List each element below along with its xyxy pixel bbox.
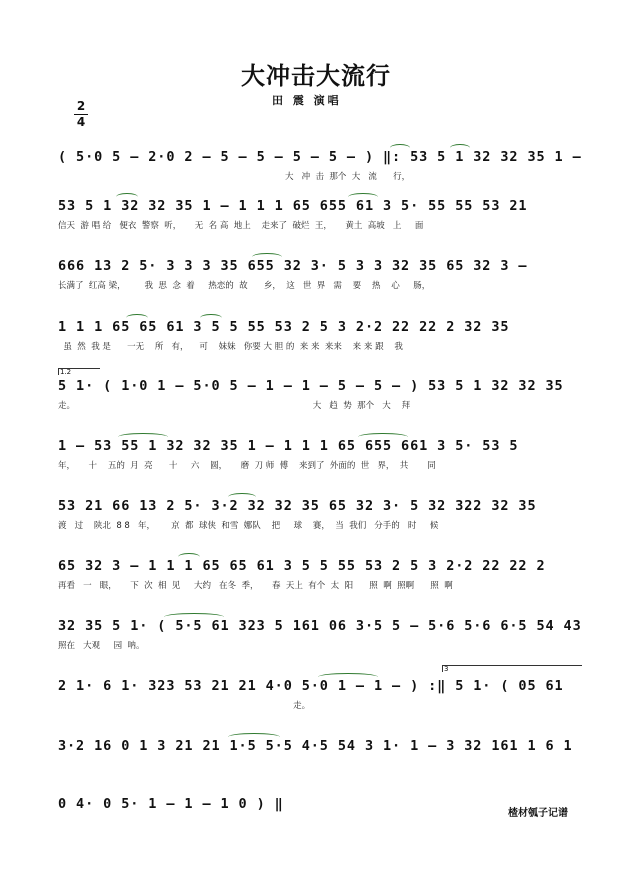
slur-mark (116, 193, 138, 201)
score-line-12 (58, 795, 580, 827)
score-lyrics: 虽 然 我 是 一无 所 有， 可 妹妹 你要 大 胆 的 来 来 来来 来 来 跟 我 (58, 342, 403, 352)
volta-bracket: 1.2 (58, 368, 100, 375)
volta-bracket: 3 (442, 665, 582, 672)
slur-mark (164, 613, 224, 621)
score-notes: 53 21 66 13 2 5· 3·2 32 32 35 65 32 3· 5 32 322 32 35 (58, 498, 537, 514)
slur-mark (318, 673, 378, 681)
time-signature-top: 2 (76, 99, 86, 113)
score-notes: 3·2 16 0 1 3 21 21 1·5 5·5 4·5 54 3 1· 1 – 3 32 161 1 6 1 (58, 738, 573, 754)
score-lyrics: 走。 (58, 701, 311, 711)
score-lyrics: 年， 十 五的 月 亮 十 六 圆， 磨 刀 师 傅 来到了 外面的 世 界， 共 同 (58, 461, 436, 471)
score-lyrics: 长满了 红高 梁， 我 思 念 着 热恋的 故 乡， 这 世 界 需 要 热 心 肠， (58, 281, 431, 291)
score-line-10 (58, 677, 580, 709)
score-line-11 (58, 737, 580, 769)
time-signature-bottom: 4 (76, 115, 86, 129)
score-line-3 (58, 257, 580, 289)
score-line-5 (58, 377, 580, 409)
score-line-6 (58, 437, 580, 469)
slur-mark (252, 253, 282, 261)
score-lyrics: 信天 游 唱 给 便衣 警察 听， 无 名 高 地上 走来了 破烂 王， 黄土 高坡 上 面 (58, 221, 424, 231)
score-line-2 (58, 197, 580, 229)
transcriber-credit: 楂材瓠子记谱 (508, 808, 568, 819)
slur-mark (450, 144, 470, 152)
score-lyrics: 再看 一 眼， 下 次 相 见 大约 在冬 季， 春 天上 有个 太 阳 照 啊 照啊 照 啊 (58, 581, 453, 591)
slur-mark (228, 493, 256, 501)
score-lyrics: 走。 大 趋 势 那个 大 拜 (58, 401, 411, 411)
singer-credit: 田 震 演唱 (272, 94, 342, 107)
song-title: 大冲击大流行 (241, 62, 391, 90)
score-notes: 5 1· ( 1·0 1 – 5·0 5 – 1 – 1 – 5 – 5 – ) 53 5 1 32 32 35 (58, 378, 564, 394)
slur-mark (200, 314, 222, 322)
score-notes: 53 5 1 32 32 35 1 – 1 1 1 65 655 61 3 5· 55 55 53 21 (58, 198, 528, 214)
score-lyrics: 照在 大观 园 呐。 (58, 641, 145, 651)
score-notes: 65 32 3 – 1 1 1 65 65 61 3 5 5 55 53 2 5 3 2·2 22 22 2 (58, 558, 546, 574)
score-line-9 (58, 617, 580, 649)
score-notes: ( 5·0 5 – 2·0 2 – 5 – 5 – 5 – 5 – ) ‖: 53 5 1 32 32 35 1 – (58, 149, 582, 165)
score-notes: 1 1 1 65 65 61 3 5 5 55 53 2 5 3 2·2 22 22 2 32 35 (58, 319, 510, 335)
slur-mark (178, 553, 200, 561)
score-line-1 (58, 148, 580, 180)
score-line-4 (58, 318, 580, 350)
score-lyrics: 大 冲 击 那个 大 流 行， (58, 172, 411, 182)
slur-mark (348, 193, 378, 201)
slur-mark (390, 144, 410, 152)
score-notes: 666 13 2 5· 3 3 3 35 655 32 3· 5 3 3 32 35 65 32 3 – (58, 258, 528, 274)
score-notes: 0 4· 0 5· 1 – 1 – 1 0 ) ‖ (58, 796, 284, 812)
slur-mark (118, 433, 168, 441)
time-signature (74, 100, 88, 129)
score-notes: 1 – 53 55 1 32 32 35 1 – 1 1 1 65 655 661 3 5· 53 5 (58, 438, 519, 454)
score-notes: 2 1· 6 1· 323 53 21 21 4·0 5·0 1 – 1 – ) :‖ 5 1· ( 05 61 (58, 678, 564, 694)
slur-mark (126, 314, 148, 322)
score-line-7 (58, 497, 580, 529)
score-line-8 (58, 557, 580, 589)
score-lyrics: 渡 过 陕北 8 8 年， 京 都 球侠 和雪 娜队 把 球 赛， 当 我们 分手的 时 候 (58, 521, 439, 531)
score-notes: 32 35 5 1· ( 5·5 61 323 5 161 06 3·5 5 – 5·6 5·6 6·5 54 43 (58, 618, 582, 634)
slur-mark (228, 733, 280, 741)
slur-mark (358, 433, 408, 441)
